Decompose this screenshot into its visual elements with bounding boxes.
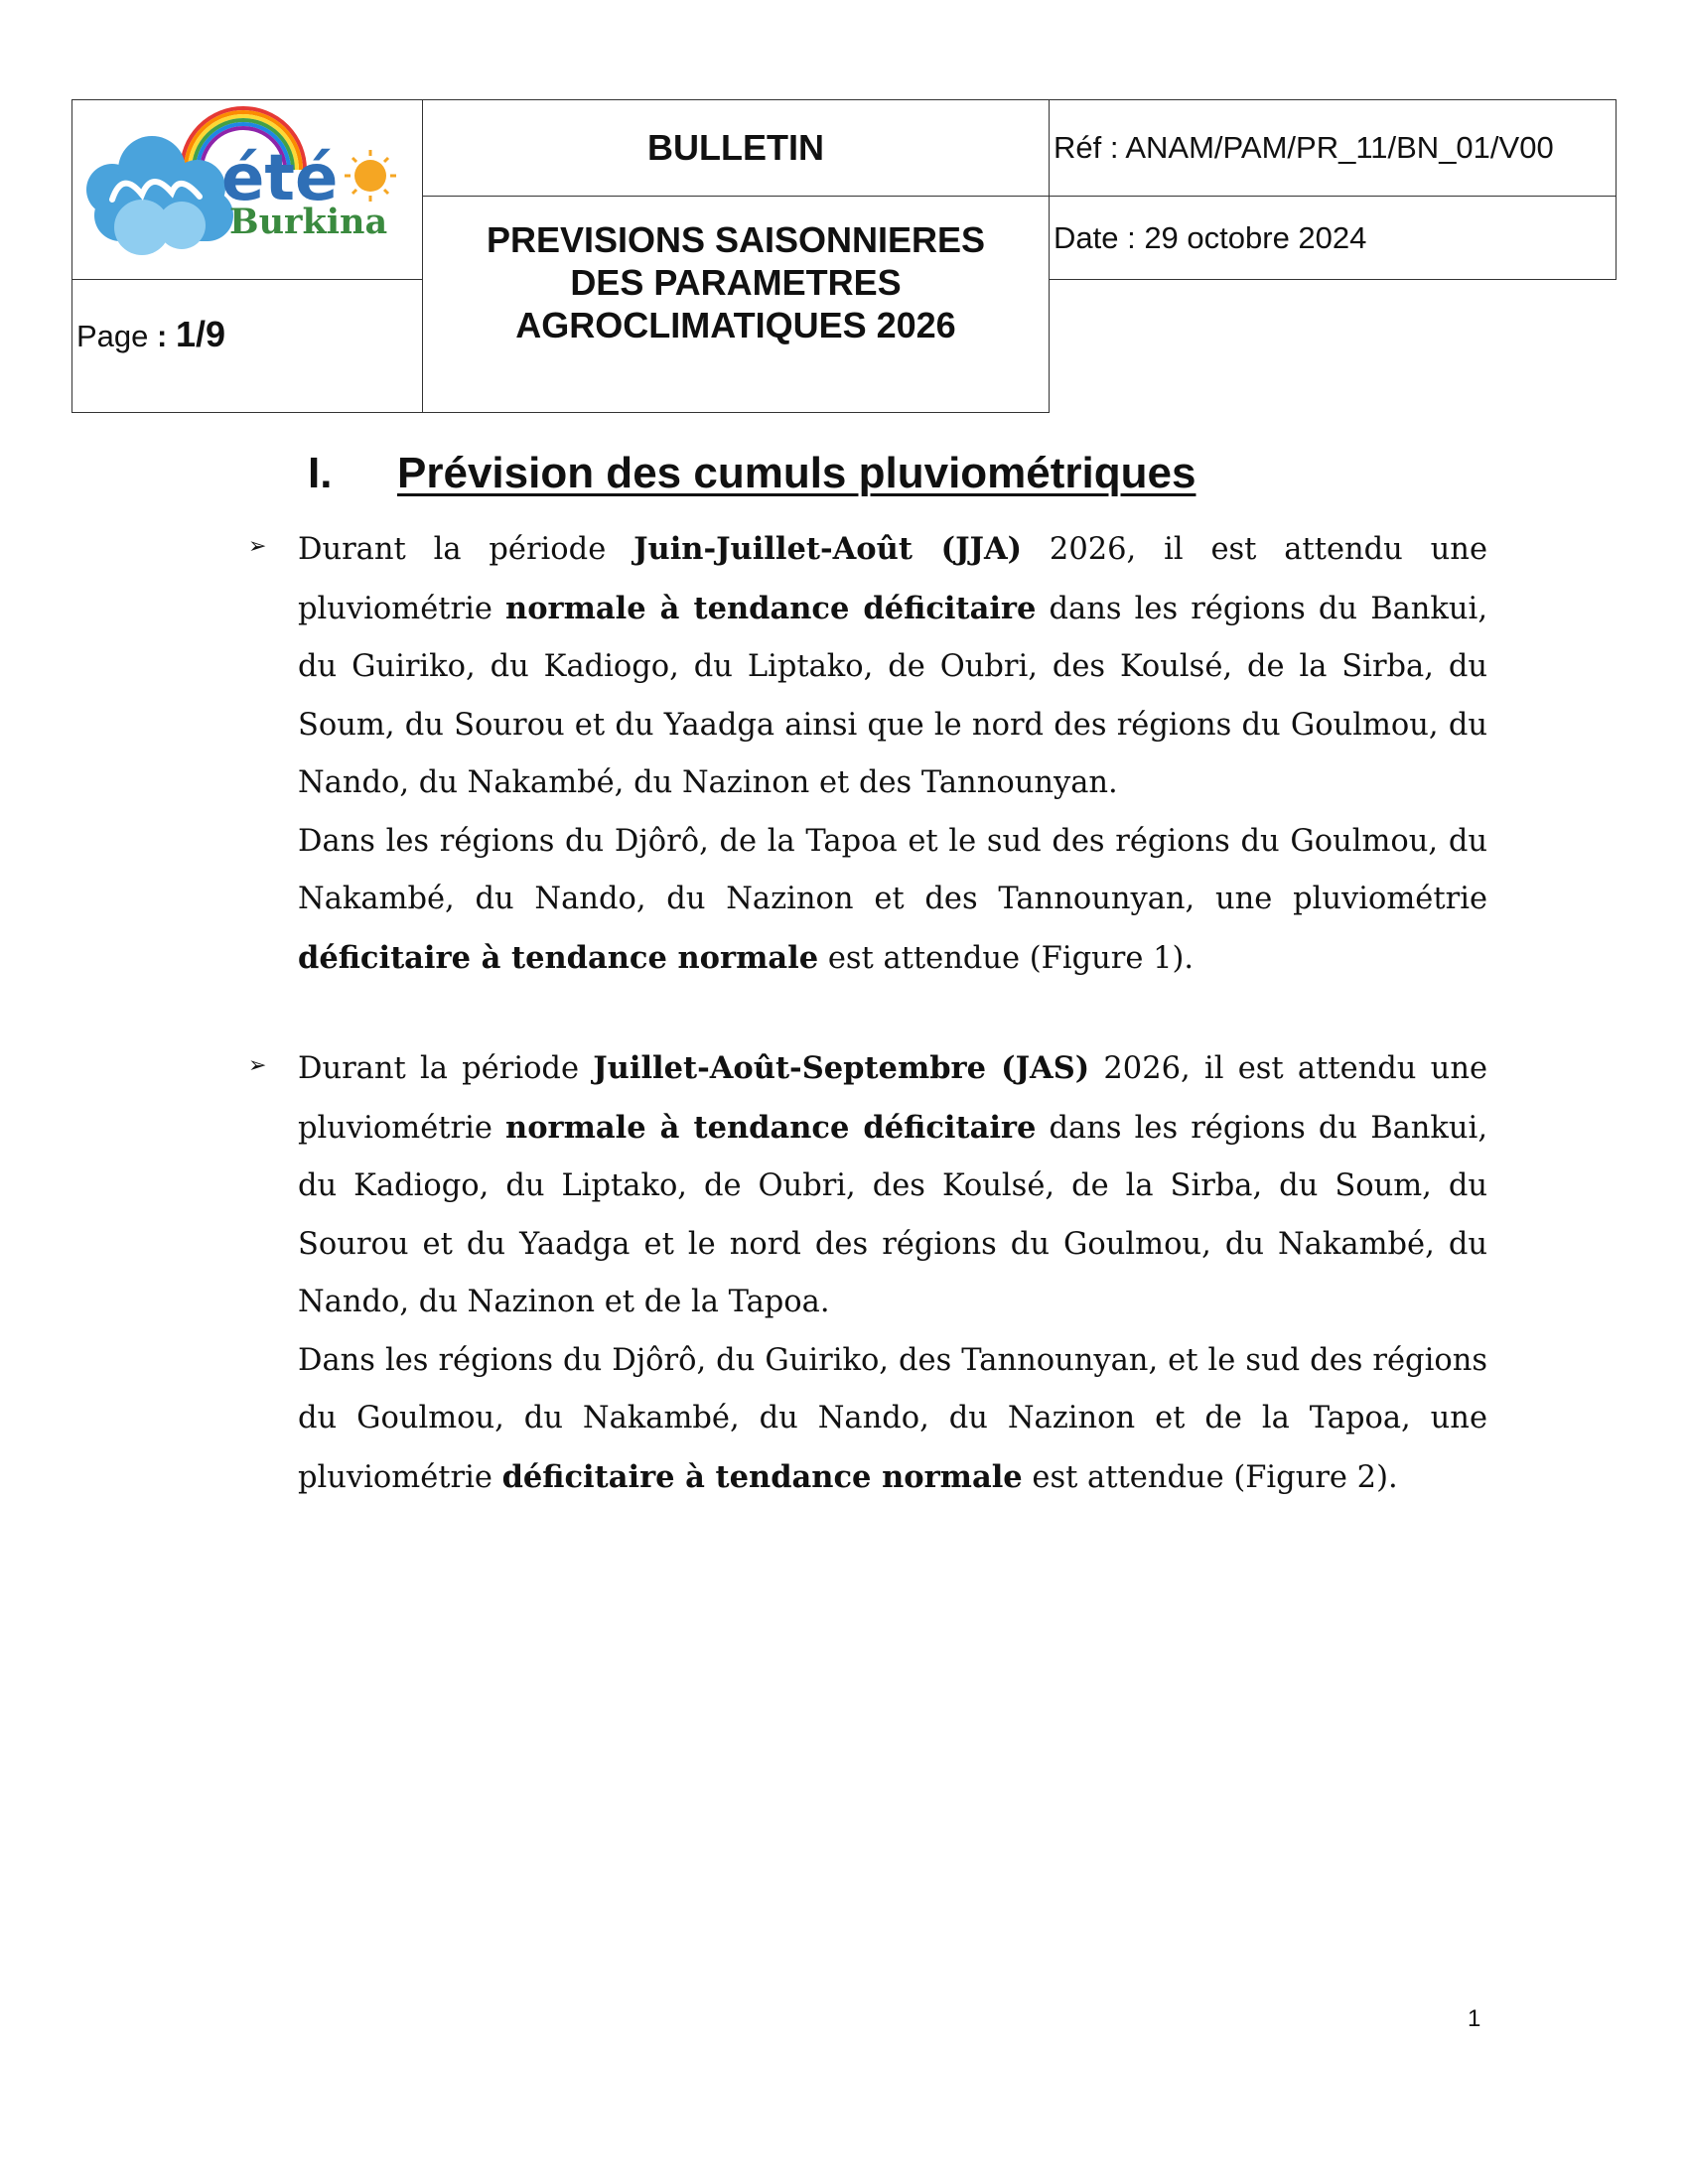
subtitle-line: PREVISIONS SAISONNIERES xyxy=(486,219,986,260)
arrow-bullet-icon: ➢ xyxy=(248,1053,267,1078)
cloud-icon xyxy=(86,136,233,255)
reference-code: Réf : ANAM/PAM/PR_11/BN_01/V00 xyxy=(1050,100,1617,197)
paragraph xyxy=(298,813,1487,989)
logo-wordmark: été xyxy=(221,142,339,215)
sun-icon xyxy=(345,150,396,202)
section-title: Prévision des cumuls pluviométriques xyxy=(397,449,1196,497)
page-separator: : xyxy=(148,318,176,353)
section-number: I. xyxy=(308,449,333,497)
arrow-bullet-icon: ➢ xyxy=(248,534,267,559)
bulletin-title: BULLETIN xyxy=(423,100,1050,197)
text-run: Dans les régions du Djôrô, du Guiriko, des Tannounyan, et le sud des régions du Goulmou, du Nakambé, du Nando, du Nazinon et de la Tapoa, une pluviométrie xyxy=(298,1342,1487,1495)
subtitle-line: DES PARAMETRES xyxy=(570,262,902,303)
logo-cell xyxy=(72,100,423,280)
text-run: dans les régions du Bankui, du Guiriko, du Kadiogo, du Liptako, de Oubri, des Koulsé, de la Sirba, du Soum, du Sourou et du Yaadga ainsi que le nord des régions du Goulmou, du Nando, du Nakambé, du Nazinon et des Tannounyan. xyxy=(298,591,1488,800)
paragraph xyxy=(298,1039,1487,1332)
footer-page-number: 1 xyxy=(1468,2005,1481,2032)
subtitle-line: AGROCLIMATIQUES 2026 xyxy=(515,305,956,345)
section-heading xyxy=(308,449,1196,498)
text-run: Durant la période xyxy=(298,1051,594,1086)
paragraph xyxy=(298,1332,1487,1508)
bold-run: normale à tendance déficitaire xyxy=(505,1109,1037,1146)
bold-run: déficitaire à tendance normale xyxy=(501,1458,1023,1495)
text-run: est attendue (Figure 1). xyxy=(818,940,1195,976)
page-indicator xyxy=(72,280,423,413)
bullet-item-jja xyxy=(248,520,1487,988)
text-run: 2026, il est attendu une pluviométrie xyxy=(298,532,1487,626)
meteo-burkina-logo xyxy=(72,100,410,279)
page-label: Page xyxy=(76,318,149,353)
bold-run: déficitaire à tendance normale xyxy=(298,939,819,976)
document-date: Date : 29 octobre 2024 xyxy=(1050,197,1617,280)
bold-run: Juillet-Août-Septembre (JAS) xyxy=(593,1050,1090,1086)
text-run: Durant la période xyxy=(298,532,634,567)
bold-run: normale à tendance déficitaire xyxy=(505,590,1037,626)
page-number: 1/9 xyxy=(175,313,226,354)
text-run: dans les régions du Bankui, du Kadiogo, du Liptako, de Oubri, des Koulsé, de la Sirba, du Soum, du Sourou et du Yaadga et le nord des régions du Goulmou, du Nakambé, du Nando, du Nazinon et de la Tapoa. xyxy=(298,1110,1488,1319)
paragraph xyxy=(298,520,1487,813)
logo-graphic xyxy=(72,100,410,279)
document-header xyxy=(71,99,1617,413)
logo-subtext: Burkina xyxy=(229,202,388,242)
text-run: est attendue (Figure 2). xyxy=(1022,1459,1398,1495)
bullet-item-jas xyxy=(248,1039,1487,1507)
document-subtitle xyxy=(423,197,1050,413)
text-run: Dans les régions du Djôrô, de la Tapoa et le sud des régions du Goulmou, du Nakambé, du Nando, du Nazinon et des Tannounyan, une pluviométrie xyxy=(298,823,1487,916)
text-run: 2026, il est attendu une pluviométrie xyxy=(298,1051,1488,1146)
bold-run: Juin-Juillet-Août (JJA) xyxy=(633,531,1023,567)
